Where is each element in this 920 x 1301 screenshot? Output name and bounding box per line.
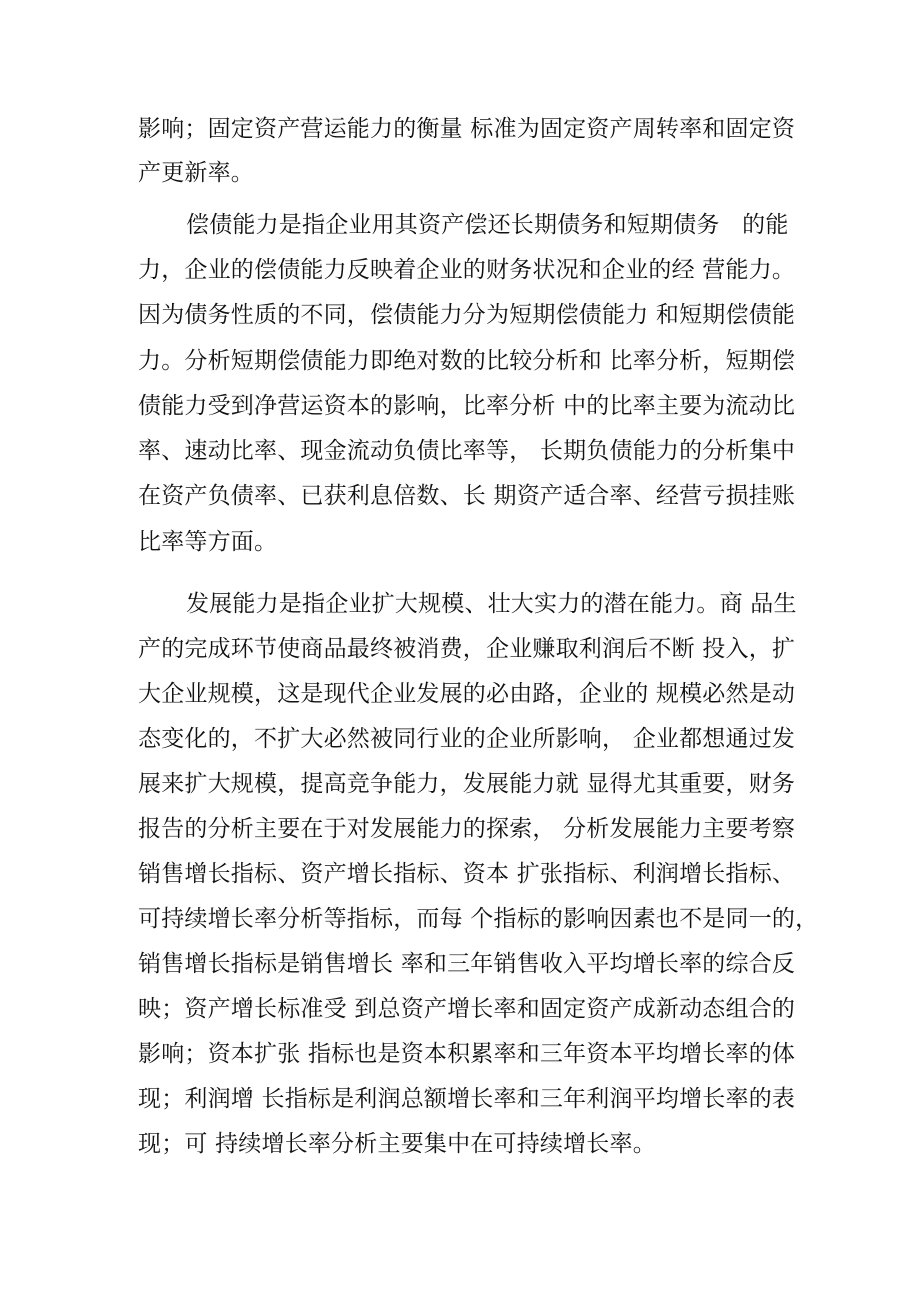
text-line: 态变化的，不扩大必然被同行业的企业所影响， 企业都想通过发 — [138, 726, 796, 752]
text-line: 映；资产增长标准受 到总资产增长率和固定资产成新动态组合的 — [138, 996, 796, 1022]
text-line: 影响；资本扩张 指标也是资本积累率和三年资本平均增长率的体 — [138, 1041, 796, 1067]
text-line: 展来扩大规模，提高竞争能力，发展能力就 显得尤其重要，财务 — [138, 771, 796, 797]
text-line: 报告的分析主要在于对发展能力的探索， 分析发展能力主要考察 — [138, 816, 796, 842]
text-line: 力。分析短期偿债能力即绝对数的比较分析和 比率分析，短期偿 — [138, 348, 796, 374]
text-line: 销售增长指标是销售增长 率和三年销售收入平均增长率的综合反 — [138, 951, 796, 977]
text-line: 销售增长指标、资产增长指标、资本 扩张指标、利润增长指标、 — [138, 861, 796, 887]
text-line: 在资产负债率、已获利息倍数、长 期资产适合率、经营亏损挂账 — [138, 483, 796, 509]
text-line: 产更新率。 — [138, 160, 254, 186]
paragraph-first-line: 发展能力是指企业扩大规模、壮大实力的潜在能力。商 品生 — [186, 591, 797, 617]
paragraph-first-line: 偿债能力是指企业用其资产偿还长期债务和短期债务 的能 — [186, 212, 789, 238]
text-line: 产的完成环节使商品最终被消费，企业赚取利润后不断 投入，扩 — [138, 636, 796, 662]
text-line: 比率等方面。 — [138, 529, 278, 555]
text-line: 现；可 持续增长率分析主要集中在可持续增长率。 — [138, 1131, 656, 1157]
text-line: 影响；固定资产营运能力的衡量 标准为固定资产周转率和固定资 — [138, 116, 796, 142]
text-line: 因为债务性质的不同，偿债能力分为短期偿债能力 和短期偿债能 — [138, 302, 796, 328]
text-line: 大企业规模，这是现代企业发展的必由路，企业的 规模必然是动 — [138, 681, 796, 707]
text-line: 债能力受到净营运资本的影响，比率分析 中的比率主要为流动比 — [138, 393, 796, 419]
text-line: 可持续增长率分析等指标，而每 个指标的影响因素也不是同一的， — [138, 906, 819, 932]
text-line: 现；利润增 长指标是利润总额增长率和三年利润平均增长率的表 — [138, 1086, 796, 1112]
text-line: 力，企业的偿债能力反映着企业的财务状况和企业的经 营能力。 — [138, 257, 796, 283]
text-line: 率、速动比率、现金流动负债比率等， 长期负债能力的分析集中 — [138, 438, 796, 464]
